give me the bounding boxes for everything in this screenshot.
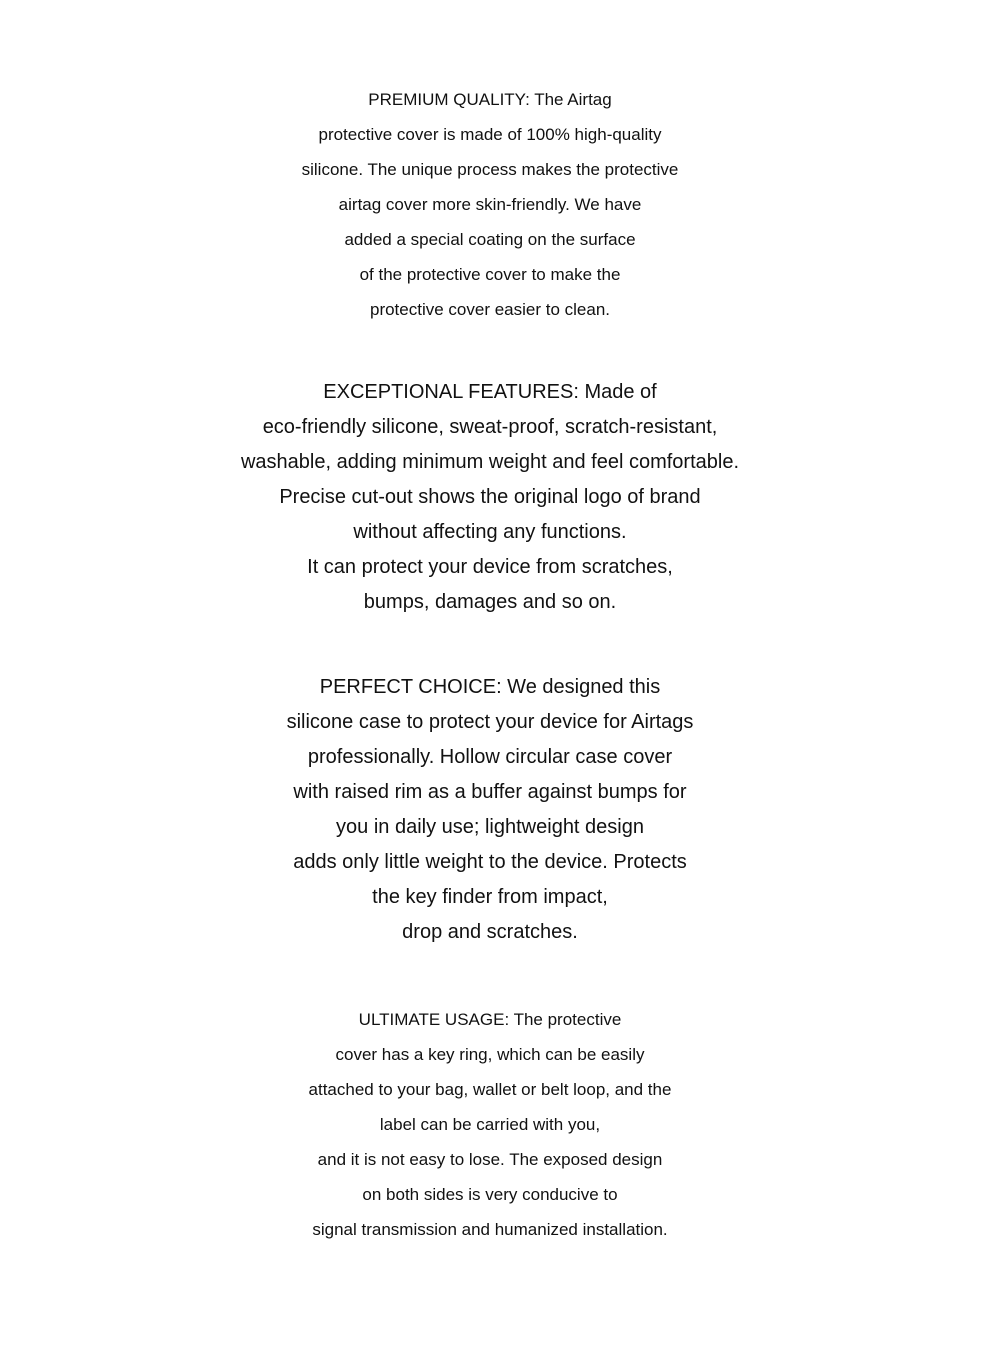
text-line: protective cover is made of 100% high-quality — [318, 125, 662, 144]
text-line: eco-friendly silicone, sweat-proof, scratch-resistant, — [262, 416, 718, 438]
text-line: and it is not easy to lose. The exposed design — [317, 1150, 663, 1169]
text-line: label can be carried with you, — [379, 1115, 601, 1134]
text-line: airtag cover more skin-friendly. We have — [338, 195, 642, 214]
text-line: silicone. The unique process makes the protective — [301, 160, 679, 179]
text-line: with raised rim as a buffer against bumps for — [293, 781, 687, 803]
text-line: silicone case to protect your device for Airtags — [286, 711, 694, 733]
text-line: on both sides is very conducive to — [362, 1185, 618, 1204]
text-line: attached to your bag, wallet or belt loop, and the — [308, 1080, 672, 1099]
text-line: bumps, damages and so on. — [363, 591, 617, 613]
text-line: ULTIMATE USAGE: The protective — [358, 1010, 622, 1029]
text-line: added a special coating on the surface — [344, 230, 636, 249]
text-line: PREMIUM QUALITY: The Airtag — [368, 90, 612, 109]
text-line: signal transmission and humanized installation. — [312, 1220, 668, 1239]
text-line: protective cover easier to clean. — [369, 300, 610, 319]
text-line: PERFECT CHOICE: We designed this — [319, 676, 661, 698]
text-line: washable, adding minimum weight and feel comfortable. — [240, 451, 740, 473]
text-line: professionally. Hollow circular case cover — [307, 746, 673, 768]
text-line: without affecting any functions. — [353, 521, 627, 543]
text-line: drop and scratches. — [402, 921, 578, 943]
text-line: Precise cut-out shows the original logo of brand — [279, 486, 701, 508]
premium-quality-paragraph — [0, 82, 980, 327]
exceptional-features-paragraph — [0, 375, 980, 620]
text-line: adds only little weight to the device. Protects — [293, 851, 687, 873]
text-line: of the protective cover to make the — [359, 265, 621, 284]
text-line: cover has a key ring, which can be easily — [335, 1045, 645, 1064]
text-line: you in daily use; lightweight design — [336, 816, 644, 838]
text-line: It can protect your device from scratches, — [307, 556, 673, 578]
text-line: EXCEPTIONAL FEATURES: Made of — [323, 381, 657, 403]
perfect-choice-paragraph — [0, 670, 980, 950]
ultimate-usage-paragraph — [0, 1002, 980, 1247]
text-line: the key finder from impact, — [372, 886, 608, 908]
